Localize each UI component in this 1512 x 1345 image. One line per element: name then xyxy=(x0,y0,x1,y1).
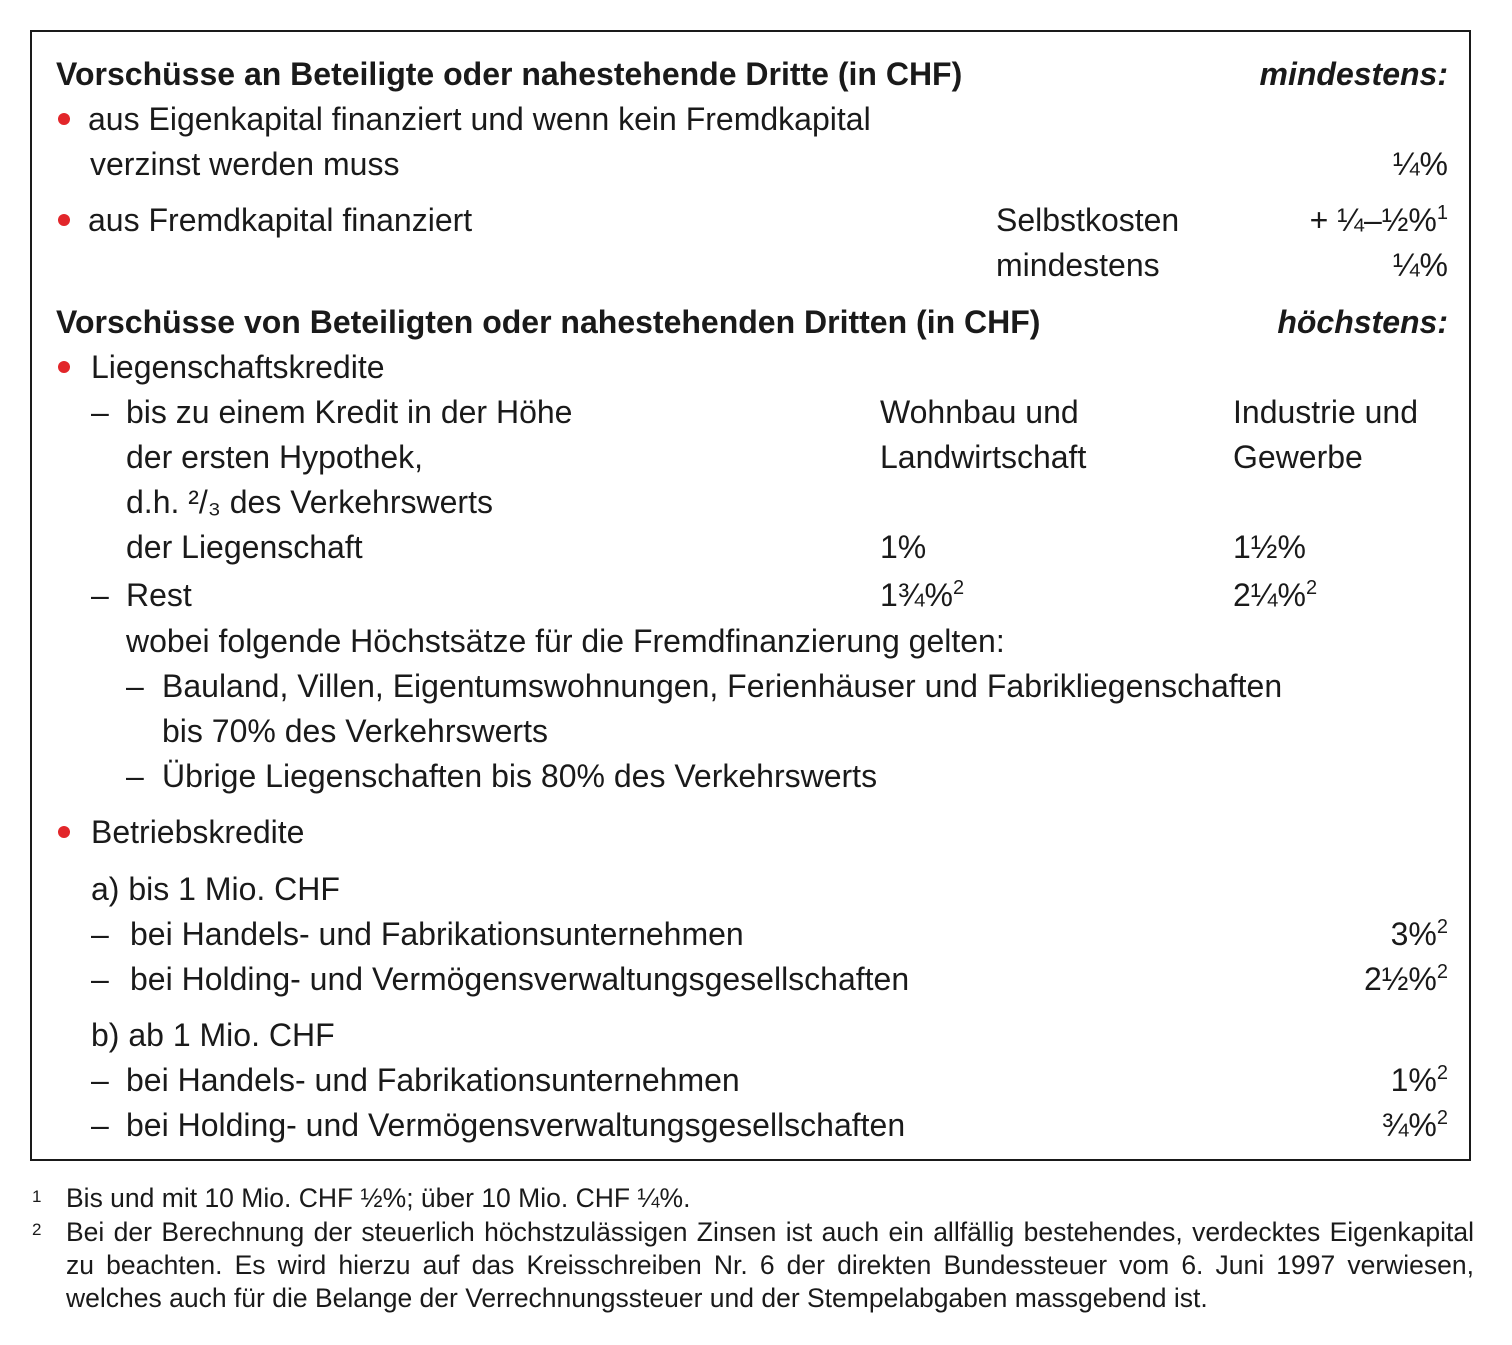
debt-financed-min-label: mindestens xyxy=(996,247,1160,283)
debt-limits-intro: wobei folgende Höchstsätze für die Fremdfinanzierung gelten: xyxy=(126,623,1005,659)
bullet-icon xyxy=(58,214,70,226)
industry-trade-column-header: Industrie und xyxy=(1233,394,1419,430)
residential-agri-column-header-2: Landwirtschaft xyxy=(880,439,1087,475)
residential-agri-column-header: Wohnbau und xyxy=(880,394,1079,430)
operating-credits-label: Betriebskredite xyxy=(91,814,305,850)
real-estate-credits-label: Liegenschaftskredite xyxy=(91,349,385,385)
footnote-number: 2 xyxy=(32,1220,42,1239)
debt-financed-basis: Selbstkosten xyxy=(996,202,1180,238)
section1-qualifier: mindestens: xyxy=(1259,56,1448,92)
tier-b-holding-label: bei Holding- und Vermögensverwaltungsgesellschaften xyxy=(126,1107,906,1143)
footnote-ref: 2 xyxy=(1436,1062,1448,1084)
footnote-ref: 2 xyxy=(1436,961,1448,983)
tier-a-holding-label: bei Holding- und Vermögensverwaltungsgesellschaften xyxy=(130,961,910,997)
first-mortgage-label-3: d.h. ²/₃ des Verkehrswerts xyxy=(126,484,493,520)
tier-a-heading: a) bis 1 Mio. CHF xyxy=(91,871,340,907)
tier-a-trading-label: bei Handels- und Fabrikationsunternehmen xyxy=(130,916,744,952)
footnote-text: Bis und mit 10 Mio. CHF ½%; über 10 Mio. CHF ¼%. xyxy=(66,1183,691,1213)
tier-b-holding-rate: ¾%$^2$ xyxy=(1381,1107,1448,1143)
dash-marker: – xyxy=(91,577,109,613)
bullet-icon xyxy=(58,361,70,373)
debt-limit-2: Übrige Liegenschaften bis 80% des Verkehrswerts xyxy=(162,758,878,794)
footnote-ref: 2 xyxy=(1436,916,1448,938)
footnote-ref: 2 xyxy=(952,577,965,599)
tier-a-trading-rate: 3%$^2$ xyxy=(1390,916,1448,952)
tier-b-trading-label: bei Handels- und Fabrikationsunternehmen xyxy=(126,1062,740,1098)
tier-a-holding-rate: 2½%$^2$ xyxy=(1363,961,1448,997)
rest-label: Rest xyxy=(126,577,192,613)
equity-financed-label-cont: verzinst werden muss xyxy=(90,146,400,182)
section2-heading: Vorschüsse von Beteiligten oder nahestehenden Dritten (in CHF) xyxy=(56,304,1041,340)
debt-limit-1-cont: bis 70% des Verkehrswerts xyxy=(162,713,548,749)
footnote-ref: 2 xyxy=(1305,577,1318,599)
dash-marker: – xyxy=(91,1107,109,1143)
bullet-icon xyxy=(58,826,70,838)
dash-marker: – xyxy=(91,1062,109,1098)
first-mortgage-label: bis zu einem Kredit in der Höhe xyxy=(126,394,573,430)
debt-financed-rate: + ¼–½%$^1$ xyxy=(1309,202,1448,238)
debt-financed-min-rate: ¼% xyxy=(1392,247,1448,283)
dash-marker: – xyxy=(91,916,109,952)
footnote-ref: 1 xyxy=(1436,202,1448,224)
dash-marker: – xyxy=(91,961,109,997)
footnote-ref: 2 xyxy=(1436,1107,1448,1129)
first-mortgage-label-4: der Liegenschaft xyxy=(126,529,363,565)
first-mortgage-rate-residential: 1% xyxy=(880,529,927,565)
footnote-text: Bei der Berechnung der steuerlich höchstzulässigen Zinsen ist auch ein allfällig bestehendes, verdecktes Eigenkapital zu beachten. Es wird hierzu auf das Kreisschreiben Nr. 6 der direkten Bundessteuer vom 6. Juni 1997 verwiesen, welches auch für die Belange der Verrechnungssteuer und der Stempelabgaben massgebend ist. xyxy=(66,1217,1474,1313)
footnote-number: 1 xyxy=(32,1187,42,1206)
dash-marker: – xyxy=(91,394,109,430)
first-mortgage-label-2: der ersten Hypothek, xyxy=(126,439,424,475)
dash-marker: – xyxy=(126,668,144,704)
dash-marker: – xyxy=(126,758,144,794)
section1-heading: Vorschüsse an Beteiligte oder nahestehende Dritte (in CHF) xyxy=(56,56,963,92)
tier-b-heading: b) ab 1 Mio. CHF xyxy=(91,1017,335,1053)
tier-b-trading-rate: 1%$^2$ xyxy=(1390,1062,1448,1098)
industry-trade-column-header-2: Gewerbe xyxy=(1233,439,1363,475)
rest-rate-industry: 2¼%$^2$ xyxy=(1233,577,1318,613)
equity-financed-rate: ¼% xyxy=(1392,146,1448,182)
debt-financed-label: aus Fremdkapital finanziert xyxy=(88,202,473,238)
equity-financed-label: aus Eigenkapital finanziert und wenn kein Fremdkapital xyxy=(88,101,871,137)
bullet-icon xyxy=(58,113,70,125)
debt-limit-1: Bauland, Villen, Eigentumswohnungen, Ferienhäuser und Fabrikliegenschaften xyxy=(162,668,1283,704)
first-mortgage-rate-industry: 1½% xyxy=(1233,529,1306,565)
section2-qualifier: höchstens: xyxy=(1277,304,1448,340)
rest-rate-residential: 1¾%$^2$ xyxy=(880,577,965,613)
